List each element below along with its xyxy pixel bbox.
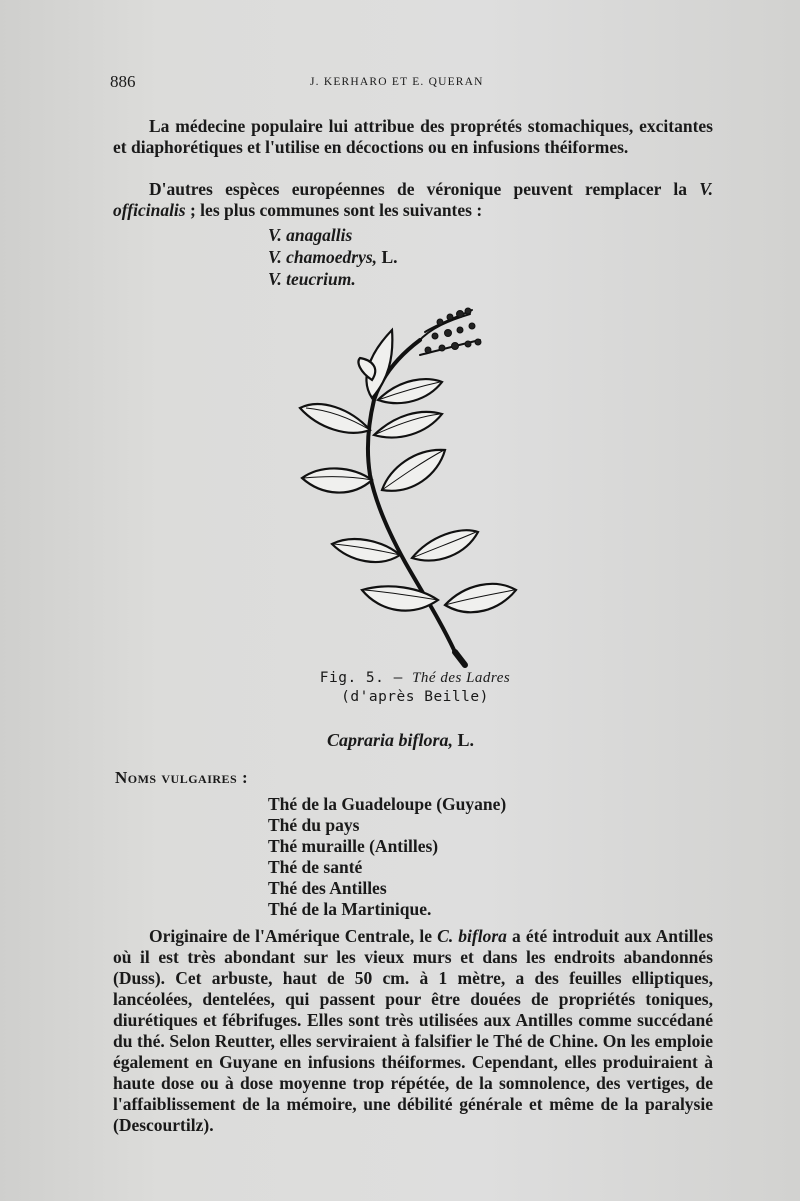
species-item-name: V. anagallis bbox=[268, 225, 353, 245]
paragraph-folk-medicine: La médecine populaire lui attribue des proprétés stomachiques, excitantes et diaphorétiques et l'utilise en décoctions ou en infusions théiformes. bbox=[113, 116, 713, 157]
species-item bbox=[268, 246, 398, 268]
leaf bbox=[374, 412, 442, 438]
figure-caption-credit: (d'après Beille) bbox=[341, 689, 489, 705]
section-title-species: Capraria biflora, bbox=[327, 730, 454, 750]
list-item: Thé des Antilles bbox=[268, 878, 387, 898]
list-item: Thé de santé bbox=[268, 857, 363, 877]
section-title-author: L. bbox=[457, 730, 475, 750]
species-name-officinalis: V. officinalis bbox=[113, 179, 713, 220]
figure-caption-title-line bbox=[300, 669, 530, 688]
paragraph-origin-start: Originaire de l'Amérique Centrale, le bbox=[149, 926, 433, 946]
paragraph-origin-species: C. biflora bbox=[437, 926, 507, 946]
leaf bbox=[332, 539, 400, 562]
running-head: J. KERHARO ET E. QUERAN bbox=[310, 76, 484, 88]
list-item: Thé du pays bbox=[268, 815, 360, 835]
species-item-name: V. chamoedrys, bbox=[268, 247, 378, 267]
section-title bbox=[327, 730, 474, 751]
species-list bbox=[268, 224, 398, 290]
species-item-name: V. teucrium. bbox=[268, 269, 356, 289]
figure-caption-prefix: Fig. 5. — bbox=[319, 670, 403, 686]
species-item-author: L. bbox=[381, 247, 398, 267]
species-item bbox=[268, 224, 398, 246]
paragraph-other-species-text-end: ; les plus communes sont les suivantes : bbox=[189, 200, 483, 220]
paragraph-origin bbox=[113, 926, 713, 1136]
species-item bbox=[268, 268, 398, 290]
figure-caption bbox=[300, 669, 530, 707]
leaf bbox=[382, 450, 445, 491]
paragraph-origin-rest: a été introduit aux Antilles où il est très abondant sur les vieux murs et dans les endroits abandonnés (Duss). Cet arbuste, haut de 50 cm. à 1 mètre, a des feuilles elliptiques, lancéolées, dentelées, qui passent pour être douées de propriétés toniques, diurétiques et fébrifuges. Elles sont très utilisées aux Antilles comme succédané du thé. Selon Reutter, elles serviraient à falsifier le Thé de Chine. On les emploie également en Guyane en infusions théiformes. Cependant, elles produiraient à haute dose ou à dose moyenne trop répétée, de la somnolence, des vertiges, de l'affaiblissement de la mémoire, une débilité générale et même de la paralysie (Descourtilz). bbox=[113, 926, 713, 1135]
noms-vulgaires-heading bbox=[115, 768, 248, 788]
list-item: Thé de la Guadeloupe (Guyane) bbox=[268, 794, 507, 814]
plant-illustration bbox=[290, 300, 530, 670]
leaf bbox=[302, 468, 372, 492]
list-item: Thé muraille (Antilles) bbox=[268, 836, 439, 856]
page-header bbox=[110, 72, 715, 98]
list-item: Thé de la Martinique. bbox=[268, 899, 432, 919]
paragraph-other-species-text: D'autres espèces européennes de véronique peuvent remplacer la bbox=[149, 179, 687, 199]
noms-vulgaires-heading-text: Noms vulgaires : bbox=[115, 768, 249, 787]
leaf bbox=[445, 584, 516, 612]
page-number: 886 bbox=[110, 72, 136, 91]
paragraph-other-species bbox=[113, 179, 713, 221]
figure-caption-title: Thé des Ladres bbox=[412, 670, 511, 686]
noms-vulgaires-list bbox=[268, 794, 506, 920]
leaf bbox=[412, 530, 478, 560]
leaf bbox=[378, 379, 442, 403]
